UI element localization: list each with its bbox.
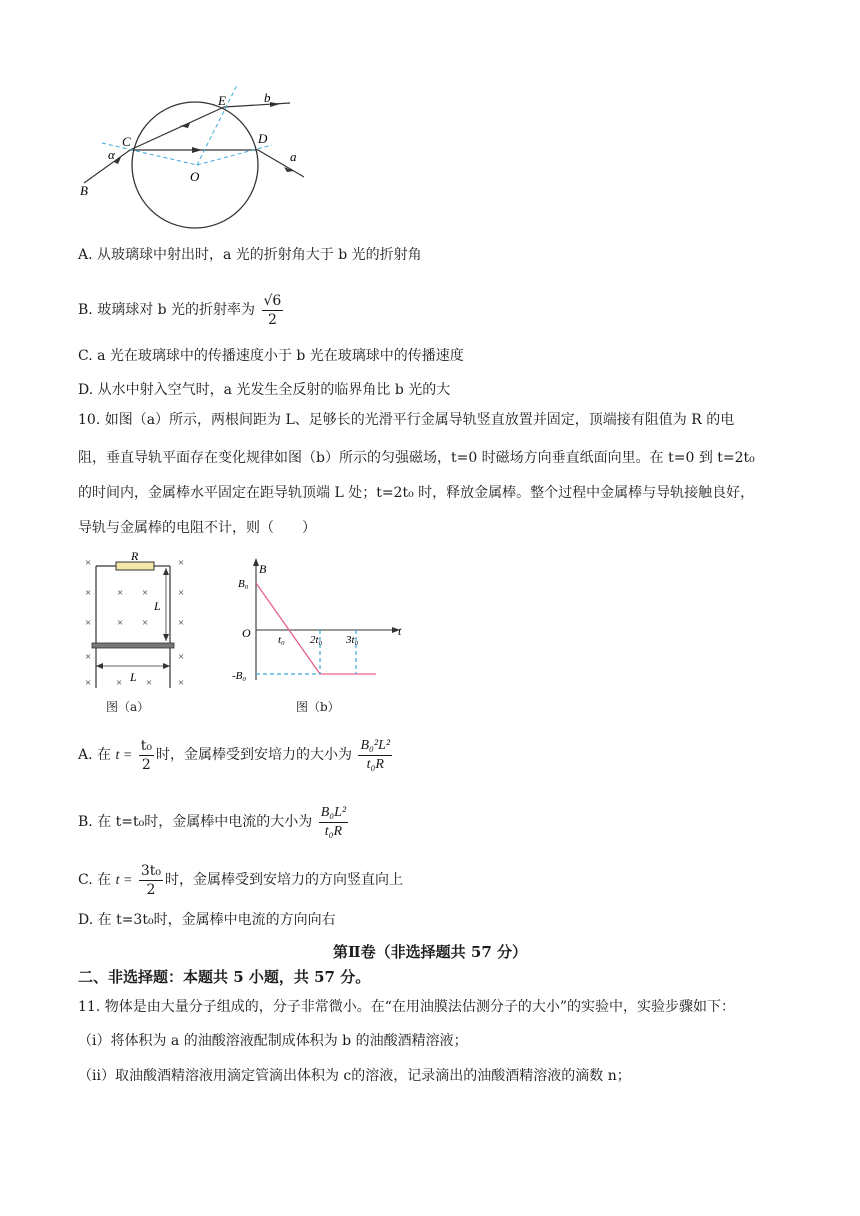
label-O-origin: O xyxy=(242,626,251,640)
label-L-side: L xyxy=(154,599,161,613)
fraction-force-a: $\frac{\text{B₀²L²}}{\text{t₀R}}$ xyxy=(360,737,391,772)
svg-text:×: × xyxy=(85,587,92,599)
label-a: a xyxy=(290,149,297,164)
svg-text:×: × xyxy=(117,617,124,629)
tick-2t0: 2t₀ xyxy=(310,634,323,646)
svg-text:×: × xyxy=(178,557,185,569)
svg-text:×: × xyxy=(178,651,185,663)
q11-line-2: （i）将体积为 a 的油酸溶液配制成体积为 b 的油酸酒精溶液； xyxy=(78,1033,468,1049)
caption-figure-b: 图（b） xyxy=(296,700,340,714)
q10-option-a-prefix: A. 在 xyxy=(78,747,112,763)
svg-text:×: × xyxy=(85,677,92,688)
part2-title: 第Ⅱ卷（非选择题共 57 分） xyxy=(333,943,527,961)
q11-line-1: 11. 物体是由大量分子组成的，分子非常微小。在“在用油膜法估测分子的大小”的实验中，实验步骤如下： xyxy=(78,999,736,1015)
caption-figure-a: 图（a） xyxy=(106,700,150,714)
glass-sphere-figure xyxy=(72,85,322,235)
svg-text:×: × xyxy=(117,587,124,599)
q9-option-c: C. a 光在玻璃球中的传播速度小于 b 光在玻璃球中的传播速度 xyxy=(78,348,464,364)
q9-option-b-text: B. 玻璃球对 b 光的折射率为 xyxy=(78,302,256,318)
q10-option-a-t: t = xyxy=(115,748,133,763)
axis-label-B: B xyxy=(259,562,267,576)
label-C: C xyxy=(122,134,131,149)
q11-line-3: （ii）取油酸酒精溶液用滴定管滴出体积为 c的溶液，记录滴出的油酸酒精溶液的滴数 n； xyxy=(78,1068,631,1084)
label-E: E xyxy=(218,93,226,108)
q10-option-c xyxy=(78,858,403,903)
section-heading: 二、非选择题：本题共 5 小题，共 57 分。 xyxy=(78,968,371,986)
svg-text:×: × xyxy=(85,651,92,663)
label-D: D xyxy=(258,131,268,146)
q10-stem-line-4: 导轨与金属棒的电阻不计，则（ ） xyxy=(78,520,316,536)
svg-text:×: × xyxy=(146,677,153,688)
label-B: B xyxy=(80,183,88,198)
q10-option-b-text: B. 在 t=t₀时，金属棒中电流的大小为 xyxy=(78,814,313,830)
q10-option-c-suffix: 时，金属棒受到安培力的方向竖直向上 xyxy=(165,872,404,888)
svg-text:×: × xyxy=(178,617,185,629)
tick-neg-B0: -B₀ xyxy=(232,670,247,682)
label-alpha: α xyxy=(108,147,115,162)
q10-option-c-prefix: C. 在 xyxy=(78,872,112,888)
svg-text:×: × xyxy=(178,677,185,688)
q9-option-d: D. 从水中射入空气时，a 光发生全反射的临界角比 b 光的大 xyxy=(78,382,451,398)
fraction-current-b: $\frac{\text{B₀L²}}{\text{t₀R}}$ xyxy=(320,804,347,839)
q10-stem-line-3: 的时间内，金属棒水平固定在距导轨顶端 L 处；t=2t₀ 时，释放金属棒。整个过程中金属棒与导轨接触良好， xyxy=(78,485,755,501)
q10-option-b xyxy=(78,800,350,844)
q9-option-b xyxy=(78,288,285,332)
tick-3t0: 3t₀ xyxy=(346,634,359,646)
tick-t0: t₀ xyxy=(278,634,285,646)
magnetic-field-graph xyxy=(228,555,413,685)
q10-option-a xyxy=(78,733,394,778)
svg-text:×: × xyxy=(85,617,92,629)
label-O: O xyxy=(190,169,200,184)
svg-text:×: × xyxy=(116,677,123,688)
svg-text:×: × xyxy=(178,587,185,599)
q10-option-a-mid: 时，金属棒受到安培力的大小为 xyxy=(156,747,353,763)
q10-option-c-t: t = xyxy=(115,873,133,888)
circuit-figure-a xyxy=(82,548,192,688)
axis-label-t: t xyxy=(398,624,402,638)
label-R: R xyxy=(131,549,139,563)
svg-text:×: × xyxy=(85,557,92,569)
tick-B0: B₀ xyxy=(238,578,249,590)
label-L-bottom: L xyxy=(130,670,137,684)
svg-text:×: × xyxy=(142,617,149,629)
svg-text:×: × xyxy=(142,587,149,599)
fraction-sqrt6-over-2: $\frac{√6}{2}$ xyxy=(263,292,282,328)
q10-stem-line-2: 阻，垂直导轨平面存在变化规律如图（b）所示的匀强磁场，t=0 时磁场方向垂直纸面向里。在 t=0 到 t=2t₀ xyxy=(78,450,755,466)
label-b: b xyxy=(264,90,271,105)
fraction-3t0-over-2: $\frac{\text{3t₀}}{2}$ xyxy=(140,862,162,898)
q9-option-a: A. 从玻璃球中射出时，a 光的折射角大于 b 光的折射角 xyxy=(78,247,422,263)
q10-option-d: D. 在 t=3t₀时，金属棒中电流的方向向右 xyxy=(78,912,336,928)
fraction-t0-over-2: $\frac{\text{t₀}}{2}$ xyxy=(140,737,153,773)
q10-stem-line-1: 10. 如图（a）所示，两根间距为 L、足够长的光滑平行金属导轨竖直放置并固定，顶端接有阻值为 R 的电 xyxy=(78,412,735,428)
